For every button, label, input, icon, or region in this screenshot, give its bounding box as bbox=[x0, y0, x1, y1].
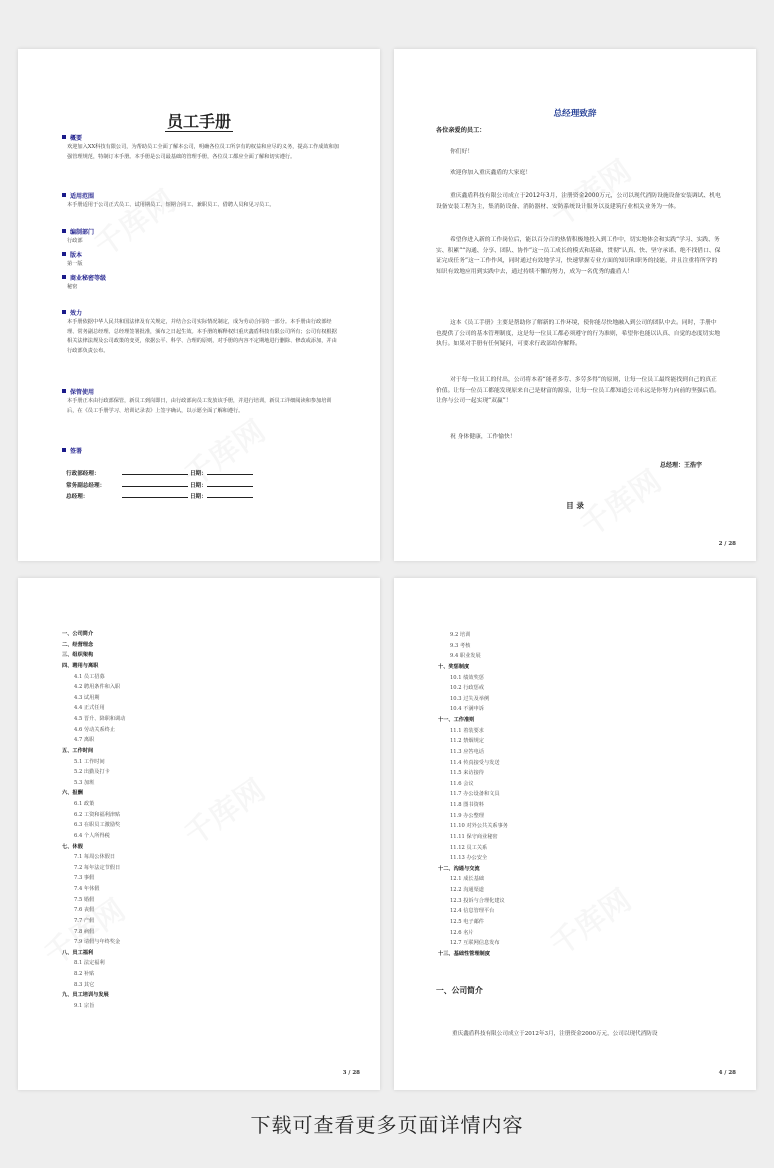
toc-entry[interactable]: 12.6 名片 bbox=[450, 929, 474, 936]
letter-paragraph: 祝 身体健康，工作愉快！ bbox=[450, 434, 516, 440]
toc-entry[interactable]: 12.1 成长基础 bbox=[450, 876, 484, 883]
page-number: 2 / 28 bbox=[718, 541, 736, 547]
section-body: 重庆鑫盾科技有限公司成立于2012年3月，注册资金2000万元，公司以现代消防设 bbox=[452, 1031, 658, 1037]
document-page-3 bbox=[18, 578, 380, 1090]
toc-entry[interactable]: 六、报酬 bbox=[62, 790, 83, 797]
toc-entry[interactable]: 6.1 政策 bbox=[74, 801, 95, 807]
toc-entry[interactable]: 二、经营理念 bbox=[62, 641, 94, 648]
toc-entry[interactable]: 8.1 法定福利 bbox=[74, 960, 105, 967]
toc-entry[interactable]: 11.6 会议 bbox=[450, 780, 474, 787]
toc-entry[interactable]: 5.3 加班 bbox=[74, 779, 95, 786]
section-heading: 概要 bbox=[62, 135, 340, 143]
signature-row: 常务副总经理： 日期： bbox=[66, 481, 253, 493]
download-hint: 下载可查看更多页面详情内容 bbox=[250, 1113, 524, 1137]
toc-entry[interactable]: 7.8 病假 bbox=[74, 928, 95, 935]
section-custody bbox=[62, 389, 340, 416]
toc-entry[interactable]: 11.1 着装要求 bbox=[450, 727, 484, 734]
toc-entry[interactable]: 11.13 办公安全 bbox=[450, 855, 488, 862]
section-validity bbox=[62, 310, 340, 356]
toc-entry[interactable]: 4.7 离职 bbox=[74, 737, 95, 744]
toc-entry[interactable]: 10.3 过失及举例 bbox=[450, 695, 490, 702]
toc-entry[interactable]: 7.1 每周公休假日 bbox=[74, 854, 116, 861]
toc-entry[interactable]: 一、公司简介 bbox=[62, 631, 94, 637]
toc-entry[interactable]: 12.5 电子邮件 bbox=[450, 918, 484, 925]
letter-paragraph: 你们好！ bbox=[450, 149, 474, 155]
letter-paragraph: 这本《员工手册》主要是帮助你了解新的工作环境，使你能尽快地融入到公司的团队中去。同时，手册中也提供了公司的基本管理制度，这是每一位员工都必须遵守的行为准则，希望你也能以认真、自觉的态度切实地执行。如果对手册有任何疑问，可要求行政部给你解释。 bbox=[436, 320, 721, 348]
toc-entry[interactable]: 7.9 请假与年终奖金 bbox=[74, 939, 121, 946]
section-body: 行政部 bbox=[67, 238, 83, 244]
toc-entry[interactable]: 11.9 办公整理 bbox=[450, 812, 484, 819]
toc-entry[interactable]: 4.1 员工招募 bbox=[74, 673, 105, 680]
section-heading: 签署 bbox=[62, 448, 340, 456]
section-body: 秘密 bbox=[67, 284, 78, 290]
section-heading: 保管使用 bbox=[62, 389, 340, 397]
toc-entry[interactable]: 11.5 来访接待 bbox=[450, 770, 484, 777]
toc-entry[interactable]: 八、员工福利 bbox=[62, 949, 94, 956]
section-summary bbox=[62, 135, 340, 162]
section-heading: 编制部门 bbox=[62, 229, 340, 237]
section-body: 本手册依据中华人民共和国法律及有关规定，并结合公司实际情况制定，成为劳动合同的一部分。本手册由行政部经理、常务副总经理、总经理签署批准，颁布之日起生效。本手册的解释权归重庆鑫盾科技有限公司所有；公司有权根据相关法律法规及公司政策的变更，依据公平、科学、合理的原则，对手册的内容不定期地进行删除、修改或添加，并由行政部负责公布。 bbox=[67, 319, 337, 354]
toc-entry[interactable]: 6.4 个人所得税 bbox=[74, 832, 110, 839]
letter-paragraph: 希望你进入新的工作岗位后，能以百分百的热情积极地投入到工作中，切实地体会和实践“学习、实践、务实、积累”“沟通、分享、团队、协作”这一员工成长的模式和基础，贯彻“认真、快、坚守承诺、绝不找借口、保证完成任务”这一工作作风，同时通过有效地学习，快速掌握专业方面的知识和职务的技能，并且注重将所学的知识有效地应用到实践中去，通过持续不懈的努力，成为一名优秀的鑫盾人！ bbox=[436, 237, 721, 276]
toc-entry[interactable]: 6.3 在职员工激励奖 bbox=[74, 822, 121, 829]
toc-entry[interactable]: 11.8 图书资料 bbox=[450, 802, 484, 808]
toc-entry[interactable]: 十三、基础性管理制度 bbox=[438, 950, 490, 957]
toc-entry[interactable]: 7.3 事假 bbox=[74, 875, 95, 882]
toc-entry[interactable]: 三、组织架构 bbox=[62, 652, 94, 659]
section-heading: 一、公司简介 bbox=[436, 986, 483, 995]
letter-signature: 总经理：王浩宇 bbox=[659, 462, 702, 469]
toc-entry[interactable]: 12.3 投诉与合理化建议 bbox=[450, 897, 505, 904]
letter-title: 总经理致辞 bbox=[553, 109, 597, 119]
toc-entry[interactable]: 9.2 培训 bbox=[450, 632, 471, 638]
toc-entry[interactable]: 九、员工培训与发展 bbox=[62, 992, 109, 999]
toc-entry[interactable]: 4.4 正式任用 bbox=[74, 705, 105, 712]
letter-paragraph: 欢迎你加入重庆鑫盾的大家庭！ bbox=[450, 170, 532, 176]
section-heading: 商业秘密等级 bbox=[62, 275, 340, 283]
toc-entry[interactable]: 十、奖惩制度 bbox=[438, 663, 470, 670]
section-heading: 适用范围 bbox=[62, 193, 340, 201]
toc-entry[interactable]: 7.6 丧假 bbox=[74, 907, 95, 914]
signature-row: 行政部经理： 日期： bbox=[66, 469, 253, 481]
toc-entry[interactable]: 9.1 宗旨 bbox=[74, 1002, 95, 1009]
section-heading: 效力 bbox=[62, 310, 340, 318]
document-page-4 bbox=[394, 578, 756, 1090]
signature-lines bbox=[66, 469, 253, 504]
toc-entry[interactable]: 4.2 聘用条件和入职 bbox=[74, 684, 121, 691]
toc-entry[interactable]: 4.5 晋升、降职和调动 bbox=[74, 716, 126, 722]
toc-entry[interactable]: 12.4 信息管理平台 bbox=[450, 908, 495, 915]
toc-entry[interactable]: 7.5 婚假 bbox=[74, 896, 95, 903]
toc-entry[interactable]: 4.3 试用期 bbox=[74, 694, 100, 701]
toc-entry[interactable]: 11.2 禁烟规定 bbox=[450, 738, 484, 745]
toc-entry[interactable]: 四、聘用与离职 bbox=[62, 662, 99, 669]
letter-salutation: 各位亲爱的员工： bbox=[436, 127, 486, 134]
toc-entry[interactable]: 7.4 年休假 bbox=[74, 886, 100, 892]
section-body: 本手册正本由行政部保管，新员工到岗即日，由行政部向员工发放该手册，并进行培训，新员工详细阅读和参加培训后，在《员工手册学习、培训记录表》上签字确认，以示愿全面了解和遵行。 bbox=[67, 398, 332, 414]
toc-entry[interactable]: 10.2 行政惩戒 bbox=[450, 685, 484, 692]
section-department bbox=[62, 229, 340, 247]
document-page-1 bbox=[18, 49, 380, 561]
signature-row: 总经理： 日期： bbox=[66, 492, 253, 504]
section-secret-level bbox=[62, 275, 340, 293]
toc-entry[interactable]: 5.2 出勤及打卡 bbox=[74, 769, 110, 776]
toc-entry[interactable]: 5.1 工作时间 bbox=[74, 758, 105, 765]
toc-entry[interactable]: 8.2 补贴 bbox=[74, 971, 95, 977]
letter-paragraph: 对于每一位员工的付出，公司将本着“能者多劳、多劳多得”的原则，让每一位员工最终能找到自己的真正价值。让每一位员工都能发现原来自己是财富的源泉，让每一位员工都知道公司永远是你努力向前的坚强后盾。让你与公司一起实现“双赢”！ bbox=[436, 377, 721, 405]
section-scope bbox=[62, 193, 340, 211]
toc-heading: 目 录 bbox=[566, 501, 584, 510]
toc-entry[interactable]: 11.7 办公设备和文具 bbox=[450, 791, 500, 798]
toc-entry[interactable]: 11.10 对外公共关系事务 bbox=[450, 823, 508, 830]
toc-entry[interactable]: 7.2 每年法定节假日 bbox=[74, 864, 121, 871]
toc-entry[interactable]: 7.7 产假 bbox=[74, 917, 95, 924]
toc-entry[interactable]: 11.4 传真接受与发送 bbox=[450, 759, 500, 766]
table-of-contents bbox=[438, 630, 718, 959]
toc-entry[interactable]: 9.3 考核 bbox=[450, 642, 471, 649]
toc-entry[interactable]: 五、工作时间 bbox=[62, 747, 94, 754]
toc-entry[interactable]: 10.1 绩效奖惩 bbox=[450, 674, 484, 681]
section-body: 第一版 bbox=[67, 261, 83, 267]
letter-paragraph: 重庆鑫盾科技有限公司成立于2012年3月，注册资金2000万元，公司以现代消防设施设备安装调试、机电设备安装工程为主，集消防设备、消防器材、安防系统设计服务以及建筑行业相关业务为一体。 bbox=[436, 193, 721, 210]
section-heading: 版本 bbox=[62, 252, 340, 260]
table-of-contents bbox=[62, 629, 342, 1012]
toc-entry[interactable]: 七、休假 bbox=[62, 843, 83, 850]
toc-entry[interactable]: 十一、工作准则 bbox=[438, 717, 475, 723]
section-body: 本手册适用于公司正式员工、试用期员工、短期合同工、兼职员工、借聘人员和见习员工。 bbox=[67, 202, 275, 208]
toc-entry[interactable]: 8.3 其它 bbox=[74, 981, 95, 988]
section-body: 欢迎加入XX科技有限公司，为帮助员工全面了解本公司，明确各位员工所享有的权益和应尽的义务，提高工作成效和加强管理规范，特制订本手册。本手册是公司最基础的管理手册，各位员工都应全面了解和切实遵行。 bbox=[67, 144, 339, 160]
page-number: 3 / 28 bbox=[342, 1070, 360, 1076]
section-version bbox=[62, 252, 340, 270]
toc-entry[interactable]: 12.2 沟通渠道 bbox=[450, 887, 484, 893]
toc-entry[interactable]: 4.6 劳动关系终止 bbox=[74, 726, 116, 733]
document-title: 员工手册 bbox=[166, 112, 231, 131]
toc-entry[interactable]: 10.4 不满申诉 bbox=[450, 706, 484, 713]
toc-entry[interactable]: 十二、沟通与交流 bbox=[438, 865, 480, 872]
toc-entry[interactable]: 11.11 保守商业秘密 bbox=[450, 833, 498, 840]
page-number: 4 / 28 bbox=[718, 1070, 736, 1076]
section-signature bbox=[62, 448, 340, 456]
toc-entry[interactable]: 9.4 职业发展 bbox=[450, 653, 481, 660]
toc-entry[interactable]: 6.2 工资和福利津贴 bbox=[74, 811, 121, 818]
document-page-2 bbox=[394, 49, 756, 561]
toc-entry[interactable]: 11.3 应答电话 bbox=[450, 748, 484, 755]
toc-entry[interactable]: 11.12 员工关系 bbox=[450, 844, 488, 851]
toc-entry[interactable]: 12.7 互联网信息发布 bbox=[450, 940, 500, 947]
